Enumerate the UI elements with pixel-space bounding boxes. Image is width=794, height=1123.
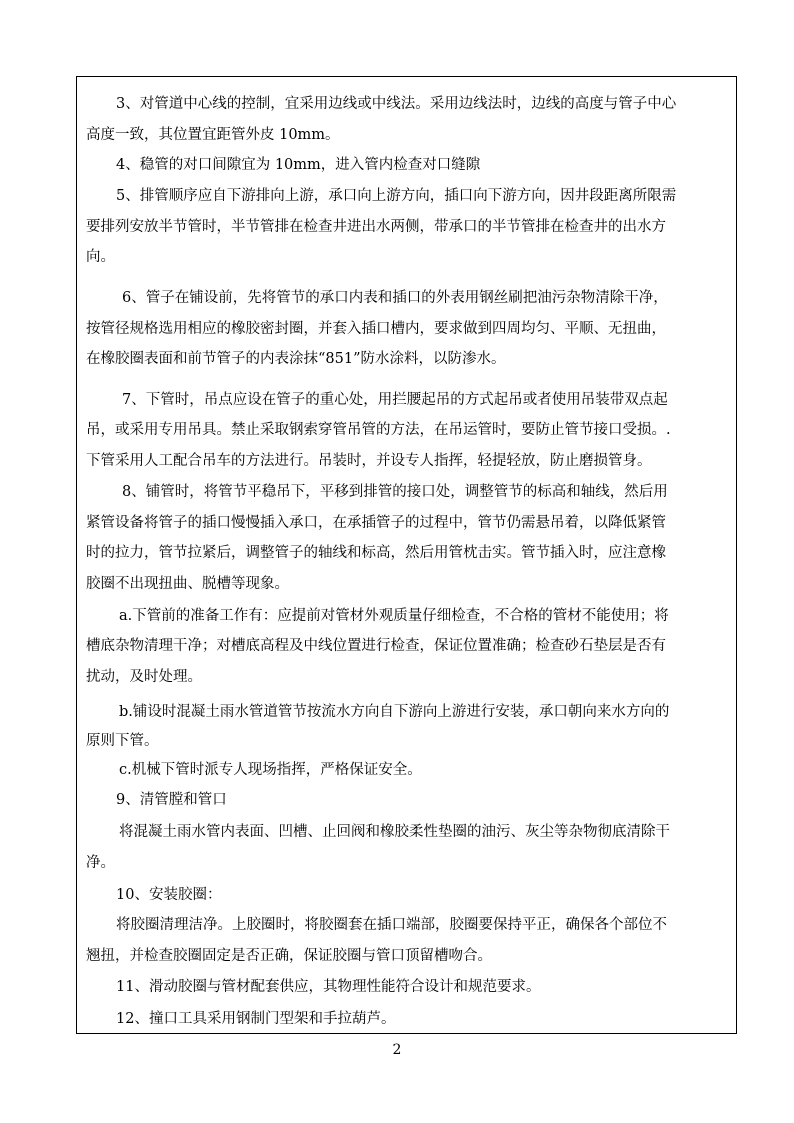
text-line: 向。 [86, 249, 115, 265]
text-line: 要排列安放半节管时，半节管排在检查井进出水两侧，带承口的半节管排在检查井的出水方 [86, 219, 666, 235]
text-line: 6、管子在铺设前，先将管节的承口内表和插口的外表用钢丝刷把油污杂物清除干净， [122, 290, 668, 306]
text-line: 吊，或采用专用吊具。禁止采取钢索穿管吊管的方法，在吊运管时，要防止管节接口受损。. [86, 422, 671, 438]
text-line: 10、安装胶圈： [116, 887, 222, 903]
text-line: 将混凝土雨水管内表面、凹槽、止回阀和橡胶柔性垫圈的油污、灰尘等杂物彻底清除干 [119, 824, 670, 840]
text-line: 净。 [86, 855, 115, 871]
text-line: 扰动，及时处理。 [86, 669, 202, 685]
text-line: 原则下管。 [86, 733, 159, 749]
page-number: 2 [392, 1042, 402, 1058]
text-line: 按管径规格选用相应的橡胶密封圈，并套入插口槽内，要求做到四周均匀、平顺、无扭曲， [86, 321, 666, 337]
text-line: 时的拉力，管节拉紧后，调整管子的轴线和标高，然后用管枕击实。管节插入时，应注意橡 [86, 545, 666, 561]
text-line: 高度一致，其位置宜距管外皮 10mm。 [86, 127, 340, 143]
text-line: 紧管设备将管子的插口慢慢插入承口，在承插管子的过程中，管节仍需悬吊着，以降低紧管 [86, 515, 666, 531]
text-line: 5、排管顺序应自下游排向上游，承口向上游方向，插口向下游方向，因井段距离所限需 [116, 188, 677, 204]
text-line: a.下管前的准备工作有：应提前对管材外观质量仔细检查，不合格的管材不能使用；将 [119, 608, 669, 624]
text-line: 3、对管道中心线的控制，宜采用边线或中线法。采用边线法时，边线的高度与管子中心 [116, 96, 677, 112]
text-line: 9、清管膛和管口 [116, 792, 227, 808]
text-line: c.机械下管时派专人现场指挥，严格保证安全。 [119, 762, 422, 778]
text-line: 12、撞口工具采用钢制门型架和手拉葫芦。 [116, 1011, 396, 1027]
text-line: 4、稳管的对口间隙宜为 10mm，进入管内检查对口缝隙 [116, 157, 481, 173]
text-line: 在橡胶圈表面和前节管子的内表涂抹“851”防水涂料，以防渗水。 [86, 351, 506, 367]
text-line: b.铺设时混凝土雨水管道管节按流水方向自下游向上游进行安装，承口朝向来水方向的 [119, 704, 670, 720]
text-line: 将胶圈清理洁净。上胶圈时，将胶圈套在插口端部，胶圈要保持平正，确保各个部位不 [116, 917, 667, 933]
text-line: 下管采用人工配合吊车的方法进行。吊装时，并设专人指挥，轻提轻放，防止磨损管身。 [86, 453, 652, 469]
text-line: 11、滑动胶圈与管材配套供应，其物理性能符合设计和规范要求。 [116, 979, 541, 995]
text-line: 槽底杂物清理干净；对槽底高程及中线位置进行检查，保证位置准确；检查砂石垫层是否有 [86, 638, 666, 654]
text-line: 胶圈不出现扭曲、脱槽等现象。 [86, 576, 289, 592]
text-line: 8、铺管时，将管节平稳吊下，平移到排管的接口处，调整管节的标高和轴线，然后用 [122, 484, 668, 500]
text-line: 翘扭，并检查胶圈固定是否正确，保证胶圈与管口顶留槽吻合。 [86, 948, 492, 964]
text-line: 7、下管时，吊点应设在管子的重心处，用拦腰起吊的方式起吊或者使用吊装带双点起 [122, 392, 668, 408]
